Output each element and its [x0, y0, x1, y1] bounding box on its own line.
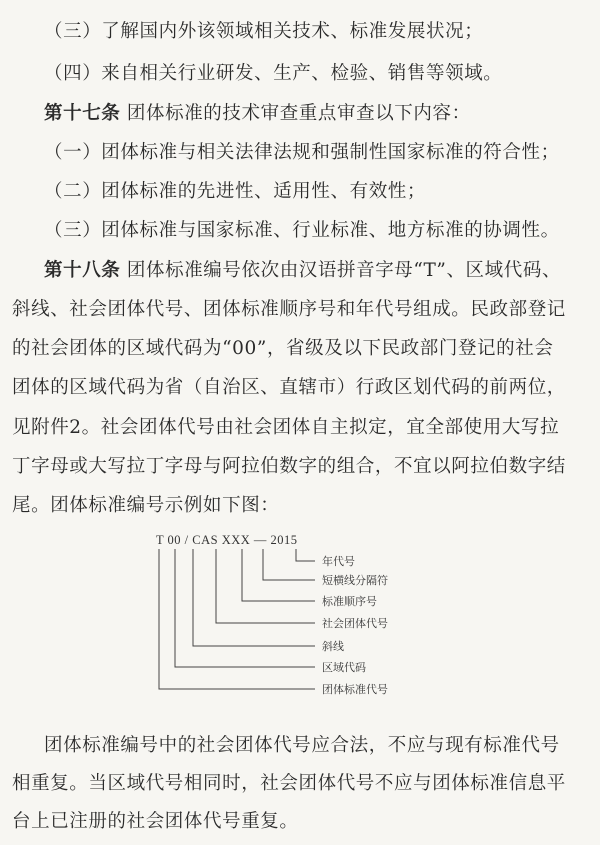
label-association-code: 社会团体代号	[322, 617, 388, 630]
diagram-svg	[150, 528, 450, 708]
article-17	[44, 102, 589, 126]
item-4-fields: （四）来自相关行业研发、生产、检验、销售等领域。	[44, 63, 503, 84]
article-18-line-7: 尾。团体标准编号示例如下图：	[12, 495, 280, 516]
article-18-line-5: 见附件2。社会团体代号由社会团体自主拟定，宜全部使用大写拉	[12, 417, 560, 438]
diagram-code: T 00 / CAS XXX — 2015	[156, 533, 298, 547]
para2-line-3: 台上已注册的社会团体代号重复。	[12, 811, 299, 832]
label-sequence: 标准顺序号	[322, 595, 377, 608]
article-17-heading: 第十七条	[44, 103, 121, 124]
article-18-line-6: 丁字母或大写拉丁字母与阿拉伯数字的组合，不宜以阿拉伯数字结	[12, 456, 566, 477]
article-18-line-4: 团体的区域代码为省（自治区、直辖市）行政区划代码的前两位，	[12, 377, 566, 398]
label-year: 年代号	[322, 555, 355, 568]
label-group-standard-code: 团体标准代号	[322, 683, 388, 696]
para2-line-2: 相重复。当区域代号相同时，社会团体代号不应与团体标准信息平	[12, 773, 566, 794]
para2-line-1: 团体标准编号中的社会团体代号应合法，不应与现有标准代号	[44, 735, 560, 756]
article-17-text: 团体标准的技术审查重点审查以下内容：	[126, 103, 471, 124]
review-item-1: （一）团体标准与相关法律法规和强制性国家标准的符合性；	[44, 142, 560, 163]
article-18-line-1	[44, 259, 589, 283]
article-18-heading: 第十八条	[44, 260, 121, 281]
label-slash: 斜线	[322, 640, 344, 653]
diagram-connector-lines	[159, 549, 315, 689]
item-3-domestic-foreign: （三）了解国内外该领域相关技术、标准发展状况；	[44, 21, 484, 42]
article-18-line-2: 斜线、社会团体代号、团体标准顺序号和年代号组成。民政部登记	[12, 299, 566, 320]
review-item-2: （二）团体标准的先进性、适用性、有效性；	[44, 181, 427, 202]
label-dash: 短横线分隔符	[322, 574, 388, 587]
article-18-line-3: 的社会团体的区域代码为“00”，省级及以下民政部门登记的社会	[12, 338, 554, 359]
article-18-text: 团体标准编号依次由汉语拼音字母“T”、区域代码、	[126, 260, 562, 281]
label-region-code: 区域代码	[322, 661, 366, 674]
review-item-3: （三）团体标准与国家标准、行业标准、地方标准的协调性。	[44, 220, 560, 241]
standard-number-diagram	[150, 528, 450, 708]
